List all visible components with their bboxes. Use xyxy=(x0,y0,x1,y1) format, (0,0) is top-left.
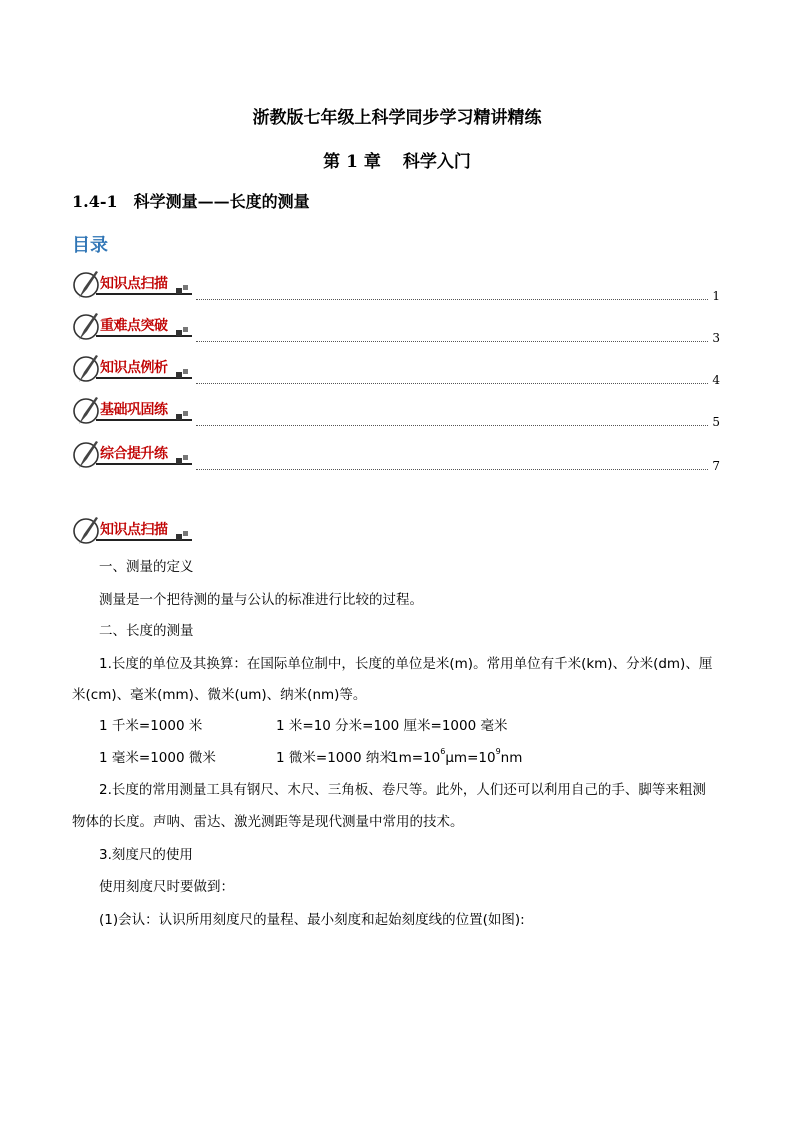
toc-page-number: 1 xyxy=(712,289,720,303)
badge-square-icon xyxy=(183,369,188,374)
badge-square-icon xyxy=(176,534,182,540)
badge-square-icon xyxy=(176,458,182,464)
toc-leader xyxy=(196,383,708,384)
badge-square-icon xyxy=(176,414,182,420)
toc-label: 综合提升练 xyxy=(100,446,168,462)
conversion-item: 1 微米=1000 纳米 xyxy=(276,750,393,766)
toc-leader xyxy=(196,299,708,300)
conversion-item: 1 米=10 分米=100 厘米=1000 毫米 xyxy=(276,718,508,734)
badge-square-icon xyxy=(176,372,182,378)
paragraph: (1)会认：认识所用刻度尺的量程、最小刻度和起始刻度线的位置(如图): xyxy=(99,912,525,928)
toc-badge xyxy=(72,268,196,302)
badge-square-icon xyxy=(183,455,188,460)
lesson-title: 1.4-1 科学测量——长度的测量 xyxy=(72,192,310,211)
badge-square-icon xyxy=(183,285,188,290)
brush-icon xyxy=(72,514,102,548)
chapter-title xyxy=(0,147,794,172)
toc-page-number: 4 xyxy=(712,373,720,387)
section-heading: 一、测量的定义 xyxy=(99,559,194,575)
conversion-item: 1 千米=1000 米 xyxy=(99,718,203,734)
toc-page-number: 5 xyxy=(712,415,720,429)
section-badge-label: 知识点扫描 xyxy=(100,522,168,538)
paragraph-line: 米(cm)、毫米(mm)、微米(um)、纳米(nm)等。 xyxy=(72,687,367,703)
conversion-item: 1 毫米=1000 微米 xyxy=(99,750,216,766)
toc-label: 知识点扫描 xyxy=(100,276,168,292)
toc-label: 知识点例析 xyxy=(100,360,168,376)
toc-entry[interactable] xyxy=(72,268,720,308)
toc-badge xyxy=(72,438,196,472)
toc-entry[interactable] xyxy=(72,352,720,392)
brush-icon xyxy=(72,394,102,428)
document-title: 浙教版七年级上科学同步学习精讲精练 xyxy=(252,108,542,128)
toc-entry[interactable] xyxy=(72,438,720,478)
toc-page-number: 3 xyxy=(712,331,720,345)
toc-badge xyxy=(72,310,196,344)
brush-icon xyxy=(72,438,102,472)
toc-leader xyxy=(196,341,708,342)
section-heading: 二、长度的测量 xyxy=(99,623,194,639)
paragraph-line: 1.长度的单位及其换算：在国际单位制中，长度的单位是米(m)。常用单位有千米(km)、分米(dm)、厘 xyxy=(99,656,713,672)
badge-square-icon xyxy=(176,288,182,294)
toc-heading: 目录 xyxy=(72,235,108,256)
chapter-number: 第 1 章 xyxy=(323,152,381,172)
chapter-name: 科学入门 xyxy=(402,152,471,172)
paragraph-line: 物体的长度。声呐、雷达、激光测距等是现代测量中常用的技术。 xyxy=(72,814,464,830)
toc-leader xyxy=(196,469,708,470)
section-heading: 3.刻度尺的使用 xyxy=(99,847,193,863)
toc-badge xyxy=(72,394,196,428)
toc-label: 基础巩固练 xyxy=(100,402,168,418)
toc-page-number: 7 xyxy=(712,459,720,473)
toc-entry[interactable] xyxy=(72,394,720,434)
conversion-formula: $1m=10^6\mu m=10^9nm$ xyxy=(390,747,523,766)
section-badge xyxy=(72,514,196,548)
toc-entry[interactable] xyxy=(72,310,720,350)
paragraph: 使用刻度尺时要做到： xyxy=(99,879,234,895)
brush-icon xyxy=(72,268,102,302)
badge-square-icon xyxy=(183,327,188,332)
paragraph-line: 2.长度的常用测量工具有钢尺、木尺、三角板、卷尺等。此外，人们还可以利用自己的手、脚等来粗测 xyxy=(99,782,706,798)
paragraph: 测量是一个把待测的量与公认的标准进行比较的过程。 xyxy=(99,592,423,608)
badge-square-icon xyxy=(183,531,188,536)
toc-leader xyxy=(196,425,708,426)
brush-icon xyxy=(72,352,102,386)
toc-label: 重难点突破 xyxy=(100,318,168,334)
toc-badge xyxy=(72,352,196,386)
badge-square-icon xyxy=(183,411,188,416)
brush-icon xyxy=(72,310,102,344)
badge-square-icon xyxy=(176,330,182,336)
